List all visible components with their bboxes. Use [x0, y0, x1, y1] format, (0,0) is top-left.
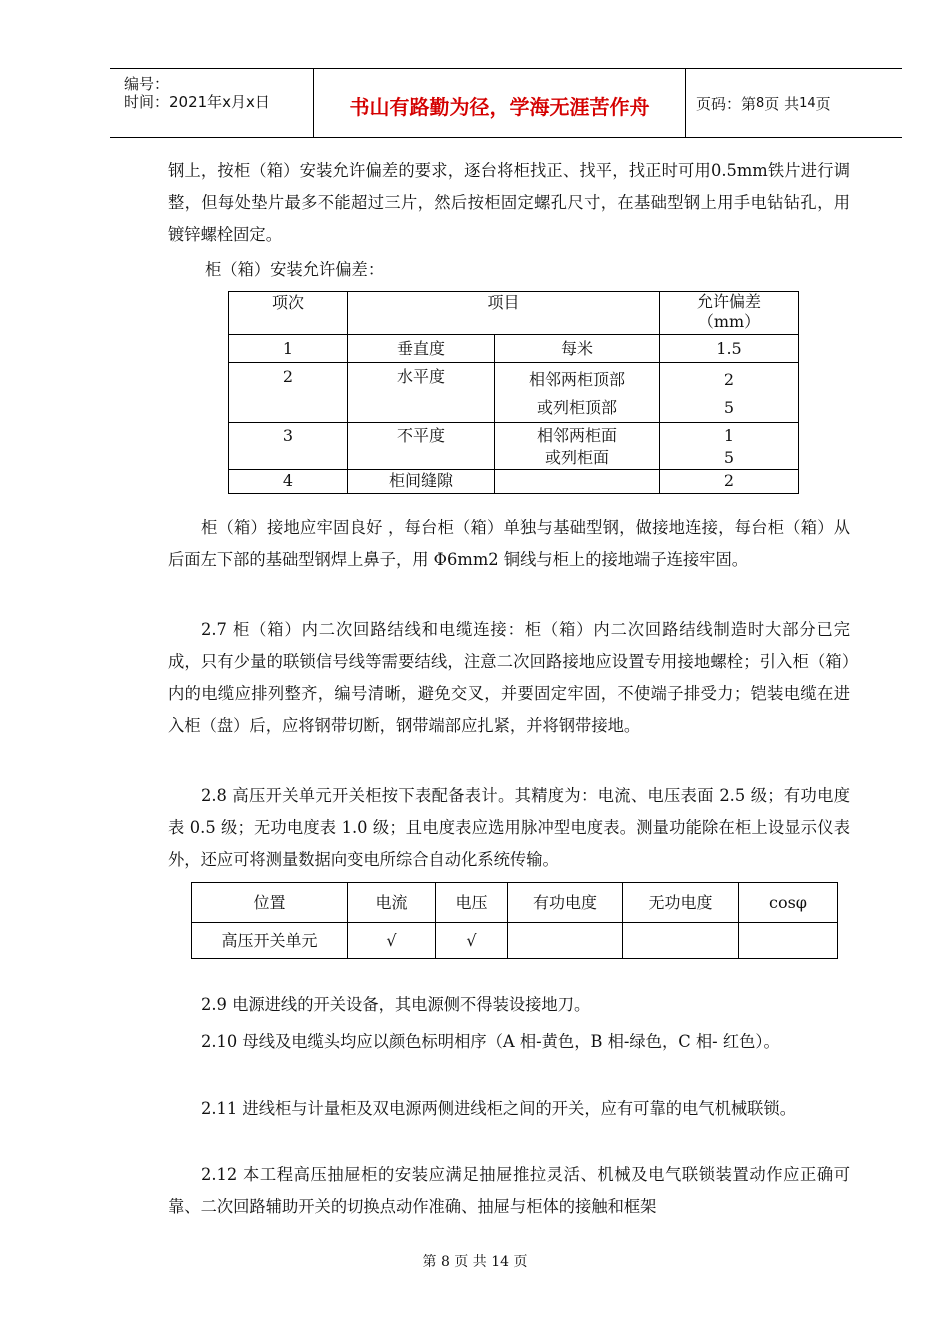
header-tolerance-2: （mm） — [697, 312, 761, 331]
table-row — [229, 363, 799, 423]
page-footer: 第 8 页 共 14 页 — [422, 1254, 528, 1270]
meter-header-reactive-energy: 无功电度 — [623, 883, 739, 923]
row2-no: 2 — [229, 363, 348, 423]
row1-item: 垂直度 — [348, 335, 495, 363]
row4-no: 4 — [229, 470, 348, 494]
page-number: 8 — [756, 95, 765, 111]
row4-item: 柜间缝隙 — [348, 470, 495, 494]
table-header-row — [229, 292, 799, 335]
row4-sub — [495, 470, 660, 494]
number-label: 编号： — [124, 75, 170, 93]
page-header — [110, 68, 902, 138]
row3-sub — [495, 423, 660, 470]
page-mid: 页 共 — [764, 94, 800, 113]
header-tolerance-1: 允许偏差 — [696, 292, 761, 311]
paragraph-2-10: 2.10 母线及电缆头均应以颜色标明相序（A 相-黄色，B 相-绿色，C 相- 红色）。 — [201, 1032, 780, 1051]
page-total: 14 — [799, 95, 816, 111]
row2-item: 水平度 — [348, 363, 495, 423]
paragraph-1: 钢上，按柜（箱）安装允许偏差的要求，逐台将柜找正、找平，找正时可用0.5mm铁片进行调整，但每处垫片最多不能超过三片，然后按柜固定螺孔尺寸，在基础型钢上用手电钻钻孔，用镀锌螺栓固定。 — [168, 161, 850, 244]
row2-sub-2: 或列柜顶部 — [536, 398, 617, 417]
row3-val-1: 1 — [723, 426, 735, 445]
paragraph-2-12: 2.12 本工程高压抽屉柜的安装应满足抽屉推拉灵活、机械及电气联锁装置动作应正确可靠、二次回路辅助开关的切换点动作准确、抽屉与柜体的接触和框架 — [168, 1165, 850, 1216]
header-item: 项目 — [348, 292, 660, 335]
row3-item: 不平度 — [348, 423, 495, 470]
header-page-info — [686, 69, 902, 137]
table-row — [192, 923, 838, 959]
tolerance-table — [228, 291, 799, 494]
row1-no: 1 — [229, 335, 348, 363]
row2-val — [660, 363, 799, 423]
paragraph-2-8: 2.8 高压开关单元开关柜按下表配备表计。其精度为：电流、电压表面 2.5 级；有功电度表 0.5 级；无功电度表 1.0 级；且电度表应选用脉冲型电度表。测量功能除在柜上设显示仪表外，还应可将测量数据向变电所综合自动化系统传输。 — [168, 786, 850, 869]
row2-val-2: 5 — [723, 398, 735, 417]
meter-header-cosphi: cosφ — [739, 883, 838, 923]
table-row — [229, 335, 799, 363]
meter-header-active-energy: 有功电度 — [508, 883, 623, 923]
table-row — [229, 470, 799, 494]
time-label: 时间：2021年x月x日 — [124, 93, 270, 111]
row3-val — [660, 423, 799, 470]
header-motto: 书山有路勤为径，学海无涯苦作舟 — [313, 69, 686, 137]
meter-cell-voltage: √ — [436, 923, 508, 959]
row1-val: 1.5 — [660, 335, 799, 363]
page-suffix: 页 — [815, 94, 831, 113]
row3-no: 3 — [229, 423, 348, 470]
meter-header-voltage: 电压 — [436, 883, 508, 923]
row1-sub: 每米 — [495, 335, 660, 363]
meter-cell-active-energy — [508, 923, 623, 959]
table-row — [229, 423, 799, 470]
header-meta — [110, 69, 313, 137]
paragraph-2-9: 2.9 电源进线的开关设备，其电源侧不得装设接地刀。 — [201, 995, 591, 1014]
meter-cell-cosphi — [739, 923, 838, 959]
meter-cell-position: 高压开关单元 — [192, 923, 348, 959]
meter-cell-current: √ — [348, 923, 436, 959]
row3-sub-2: 或列柜面 — [544, 448, 609, 467]
header-item-no: 项次 — [229, 292, 348, 335]
row2-val-1: 2 — [723, 370, 735, 389]
page-prefix: 页码：第 — [696, 94, 757, 113]
meter-table — [191, 882, 838, 959]
paragraph-2-7: 2.7 柜（箱）内二次回路结线和电缆连接：柜（箱）内二次回路结线制造时大部分已完成，只有少量的联锁信号线等需要结线，注意二次回路接地应设置专用接地螺栓；引入柜（箱）内的电缆应排列整齐，编号清晰，避免交叉，并要固定牢固，不使端子排受力；铠装电缆在进入柜（盘）后，应将钢带切断，钢带端部应扎紧，并将钢带接地。 — [168, 620, 850, 735]
table-header-row — [192, 883, 838, 923]
meter-header-current: 电流 — [348, 883, 436, 923]
row4-val: 2 — [660, 470, 799, 494]
meter-header-position: 位置 — [192, 883, 348, 923]
row3-sub-1: 相邻两柜面 — [536, 426, 617, 445]
header-tolerance — [660, 292, 799, 335]
row3-val-2: 5 — [723, 448, 735, 467]
row2-sub-1: 相邻两柜顶部 — [528, 370, 625, 389]
paragraph-2-11: 2.11 进线柜与计量柜及双电源两侧进线柜之间的开关，应有可靠的电气机械联锁。 — [201, 1099, 796, 1118]
table1-caption: 柜（箱）安装允许偏差： — [205, 260, 385, 279]
row2-sub — [495, 363, 660, 423]
paragraph-grounding: 柜（箱）接地应牢固良好 ，每台柜（箱）单独与基础型钢，做接地连接，每台柜（箱）从后面左下部的基础型钢焊上鼻子，用 Φ6mm2 铜线与柜上的接地端子连接牢固。 — [168, 518, 850, 569]
meter-cell-reactive-energy — [623, 923, 739, 959]
